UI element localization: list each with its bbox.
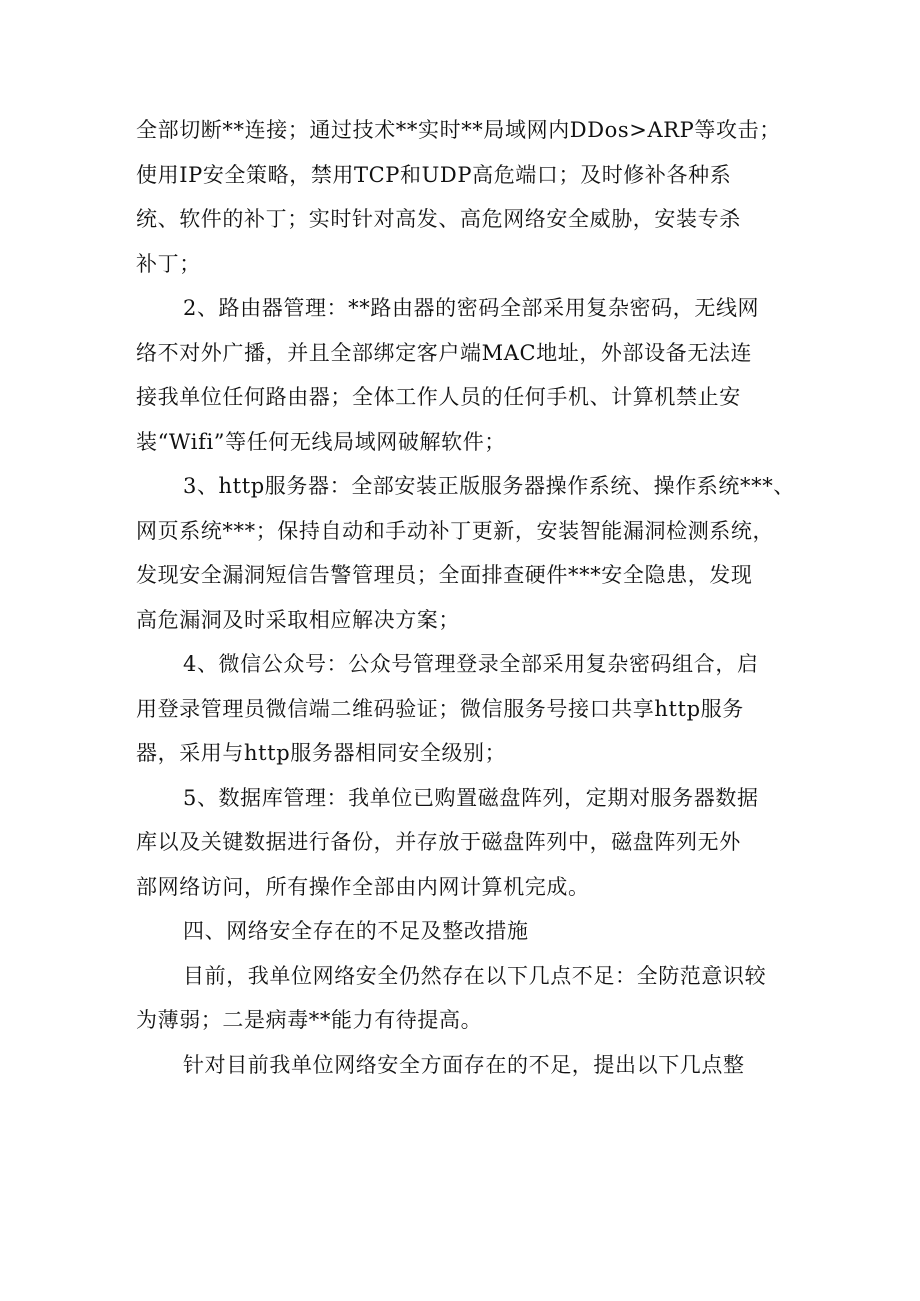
text-line: 库以及关键数据进行备份，并存放于磁盘阵列中，磁盘阵列无外 xyxy=(136,830,741,854)
section-heading: 四、网络安全存在的不足及整改措施 xyxy=(183,919,529,943)
text-line: 接我单位任何路由器；全体工作人员的任何手机、计算机禁止安 xyxy=(136,385,741,409)
paragraph-router-management: 2、路由器管理：**路由器的密码全部采用复杂密码，无线网 xyxy=(183,296,760,320)
text-line: 网页系统***；保持自动和手动补丁更新，安装智能漏洞检测系统， xyxy=(136,518,775,543)
paragraph-http-server: 3、http服务器：全部安装正版服务器操作系统、操作系统***、 xyxy=(183,474,795,498)
paragraph-wechat-account: 4、微信公众号：公众号管理登录全部采用复杂密码组合，启 xyxy=(183,652,759,676)
text-line: 器，采用与http服务器相同安全级别； xyxy=(136,741,507,765)
paragraph-improvements: 针对目前我单位网络安全方面存在的不足，提出以下几点整 xyxy=(183,1052,745,1077)
text-line: 为薄弱；二是病毒**能力有待提高。 xyxy=(136,1008,483,1032)
text-line: 部网络访问，所有操作全部由内网计算机完成。 xyxy=(136,874,590,899)
text-line: 统、软件的补丁；实时针对高发、高危网络安全威胁，安装专杀 xyxy=(136,207,741,231)
text-line: 用登录管理员微信端二维码验证；微信服务号接口共享http服务 xyxy=(136,696,744,721)
text-line: 使用IP安全策略，禁用TCP和UDP高危端口；及时修补各种系 xyxy=(136,162,732,187)
text-line: 全部切断**连接；通过技术**实时**局域网内DDos>ARP等攻击； xyxy=(136,118,781,142)
text-line: 络不对外广播，并且全部绑定客户端MAC地址，外部设备无法连 xyxy=(136,340,753,365)
document-body xyxy=(136,108,796,1087)
text-line: 补丁； xyxy=(136,251,201,276)
paragraph-shortcomings: 目前，我单位网络安全仍然存在以下几点不足：全防范意识较 xyxy=(183,963,767,988)
paragraph-database-management: 5、数据库管理：我单位已购置磁盘阵列，定期对服务器数据 xyxy=(183,785,759,810)
text-line: 高危漏洞及时采取相应解决方案； xyxy=(136,607,460,632)
text-line: 发现安全漏洞短信告警管理员；全面排查硬件***安全隐患，发现 xyxy=(136,563,753,587)
text-line: 装“Wifi”等任何无线局域网破解软件； xyxy=(136,429,506,454)
